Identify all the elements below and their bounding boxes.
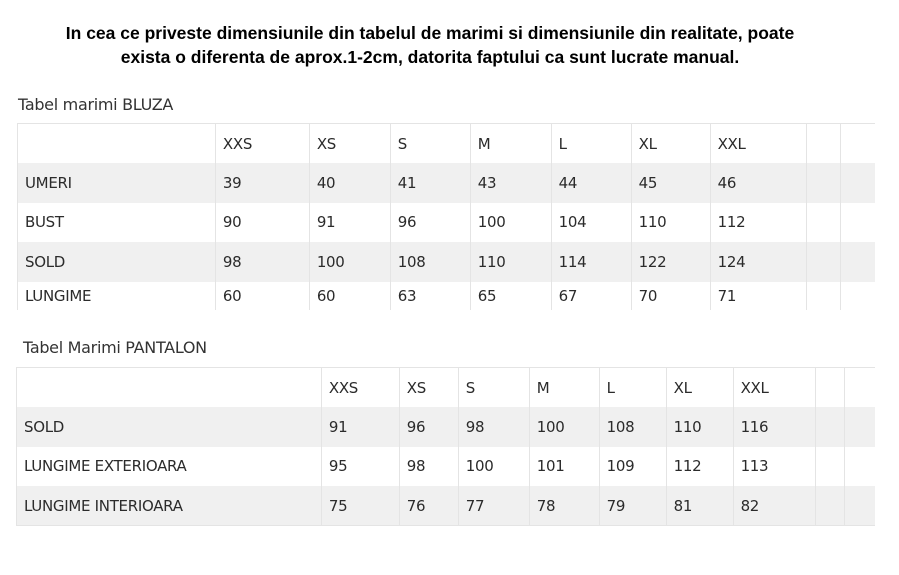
value-cell: 112 — [710, 203, 806, 243]
size-header-cell: S — [390, 124, 470, 164]
value-cell: 110 — [666, 407, 733, 447]
pantalon-size-table — [16, 367, 875, 526]
value-cell: 82 — [733, 486, 815, 526]
value-cell: 112 — [666, 447, 733, 487]
empty-cell — [815, 447, 845, 487]
table-row — [18, 242, 876, 282]
value-cell: 67 — [551, 282, 631, 310]
value-cell: 46 — [710, 163, 806, 203]
size-header-cell: S — [458, 368, 529, 408]
value-cell: 44 — [551, 163, 631, 203]
empty-cell — [841, 163, 875, 203]
size-header-cell: XXL — [733, 368, 815, 408]
empty-cell — [845, 368, 875, 408]
empty-cell — [806, 163, 841, 203]
value-cell: 108 — [599, 407, 666, 447]
value-cell: 110 — [631, 203, 710, 243]
table-row — [17, 447, 876, 487]
empty-cell — [815, 407, 845, 447]
value-cell: 98 — [458, 407, 529, 447]
value-cell: 45 — [631, 163, 710, 203]
size-header-cell: XXS — [321, 368, 399, 408]
row-label: BUST — [18, 203, 216, 243]
row-label: UMERI — [18, 163, 216, 203]
empty-cell — [815, 368, 845, 408]
value-cell: 113 — [733, 447, 815, 487]
value-cell: 60 — [309, 282, 390, 310]
value-cell: 122 — [631, 242, 710, 282]
value-cell: 108 — [390, 242, 470, 282]
value-cell: 100 — [458, 447, 529, 487]
empty-cell — [845, 486, 875, 526]
size-header-cell: XS — [309, 124, 390, 164]
empty-cell — [806, 282, 841, 310]
value-cell: 39 — [215, 163, 309, 203]
value-cell: 90 — [215, 203, 309, 243]
size-header-cell: L — [551, 124, 631, 164]
row-label: SOLD — [18, 242, 216, 282]
value-cell: 100 — [529, 407, 599, 447]
value-cell: 70 — [631, 282, 710, 310]
value-cell: 96 — [390, 203, 470, 243]
value-cell: 91 — [309, 203, 390, 243]
value-cell: 109 — [599, 447, 666, 487]
value-cell: 41 — [390, 163, 470, 203]
empty-cell — [806, 124, 841, 164]
row-label: LUNGIME EXTERIOARA — [17, 447, 322, 487]
empty-cell — [841, 203, 875, 243]
empty-cell — [806, 242, 841, 282]
table-row — [17, 407, 876, 447]
size-header-cell: XXS — [215, 124, 309, 164]
value-cell: 63 — [390, 282, 470, 310]
empty-cell — [841, 242, 875, 282]
value-cell: 98 — [399, 447, 458, 487]
size-header-cell: XL — [666, 368, 733, 408]
value-cell: 81 — [666, 486, 733, 526]
value-cell: 77 — [458, 486, 529, 526]
pantalon-table-title: Tabel Marimi PANTALON — [23, 338, 207, 357]
size-header-cell: M — [470, 124, 551, 164]
table-row — [18, 203, 876, 243]
value-cell: 124 — [710, 242, 806, 282]
empty-cell — [841, 282, 875, 310]
empty-cell — [841, 124, 875, 164]
value-cell: 100 — [309, 242, 390, 282]
table-row — [18, 282, 876, 310]
header-empty-cell — [17, 368, 322, 408]
value-cell: 79 — [599, 486, 666, 526]
value-cell: 71 — [710, 282, 806, 310]
value-cell: 114 — [551, 242, 631, 282]
value-cell: 98 — [215, 242, 309, 282]
disclaimer-line-2: exista o diferenta de aprox.1-2cm, datorita faptului ca sunt lucrate manual. — [120, 47, 740, 67]
value-cell: 75 — [321, 486, 399, 526]
value-cell: 91 — [321, 407, 399, 447]
value-cell: 110 — [470, 242, 551, 282]
value-cell: 104 — [551, 203, 631, 243]
value-cell: 95 — [321, 447, 399, 487]
table-header-row — [18, 124, 876, 164]
value-cell: 78 — [529, 486, 599, 526]
size-header-cell: XXL — [710, 124, 806, 164]
value-cell: 60 — [215, 282, 309, 310]
size-header-cell: XL — [631, 124, 710, 164]
size-header-cell: XS — [399, 368, 458, 408]
size-header-cell: M — [529, 368, 599, 408]
row-label: SOLD — [17, 407, 322, 447]
table-row — [17, 486, 876, 526]
sizing-disclaimer — [0, 21, 860, 69]
table-header-row — [17, 368, 876, 408]
value-cell: 43 — [470, 163, 551, 203]
empty-cell — [815, 486, 845, 526]
value-cell: 100 — [470, 203, 551, 243]
value-cell: 65 — [470, 282, 551, 310]
empty-cell — [845, 407, 875, 447]
empty-cell — [845, 447, 875, 487]
value-cell: 116 — [733, 407, 815, 447]
header-empty-cell — [18, 124, 216, 164]
row-label: LUNGIME INTERIOARA — [17, 486, 322, 526]
value-cell: 76 — [399, 486, 458, 526]
table-row — [18, 163, 876, 203]
row-label: LUNGIME — [18, 282, 216, 310]
value-cell: 96 — [399, 407, 458, 447]
bluza-table-title: Tabel marimi BLUZA — [18, 95, 174, 114]
size-header-cell: L — [599, 368, 666, 408]
disclaimer-line-1: In cea ce priveste dimensiunile din tabelul de marimi si dimensiunile din realitate, poate — [65, 23, 795, 43]
value-cell: 101 — [529, 447, 599, 487]
bluza-size-table — [17, 123, 875, 310]
empty-cell — [806, 203, 841, 243]
value-cell: 40 — [309, 163, 390, 203]
